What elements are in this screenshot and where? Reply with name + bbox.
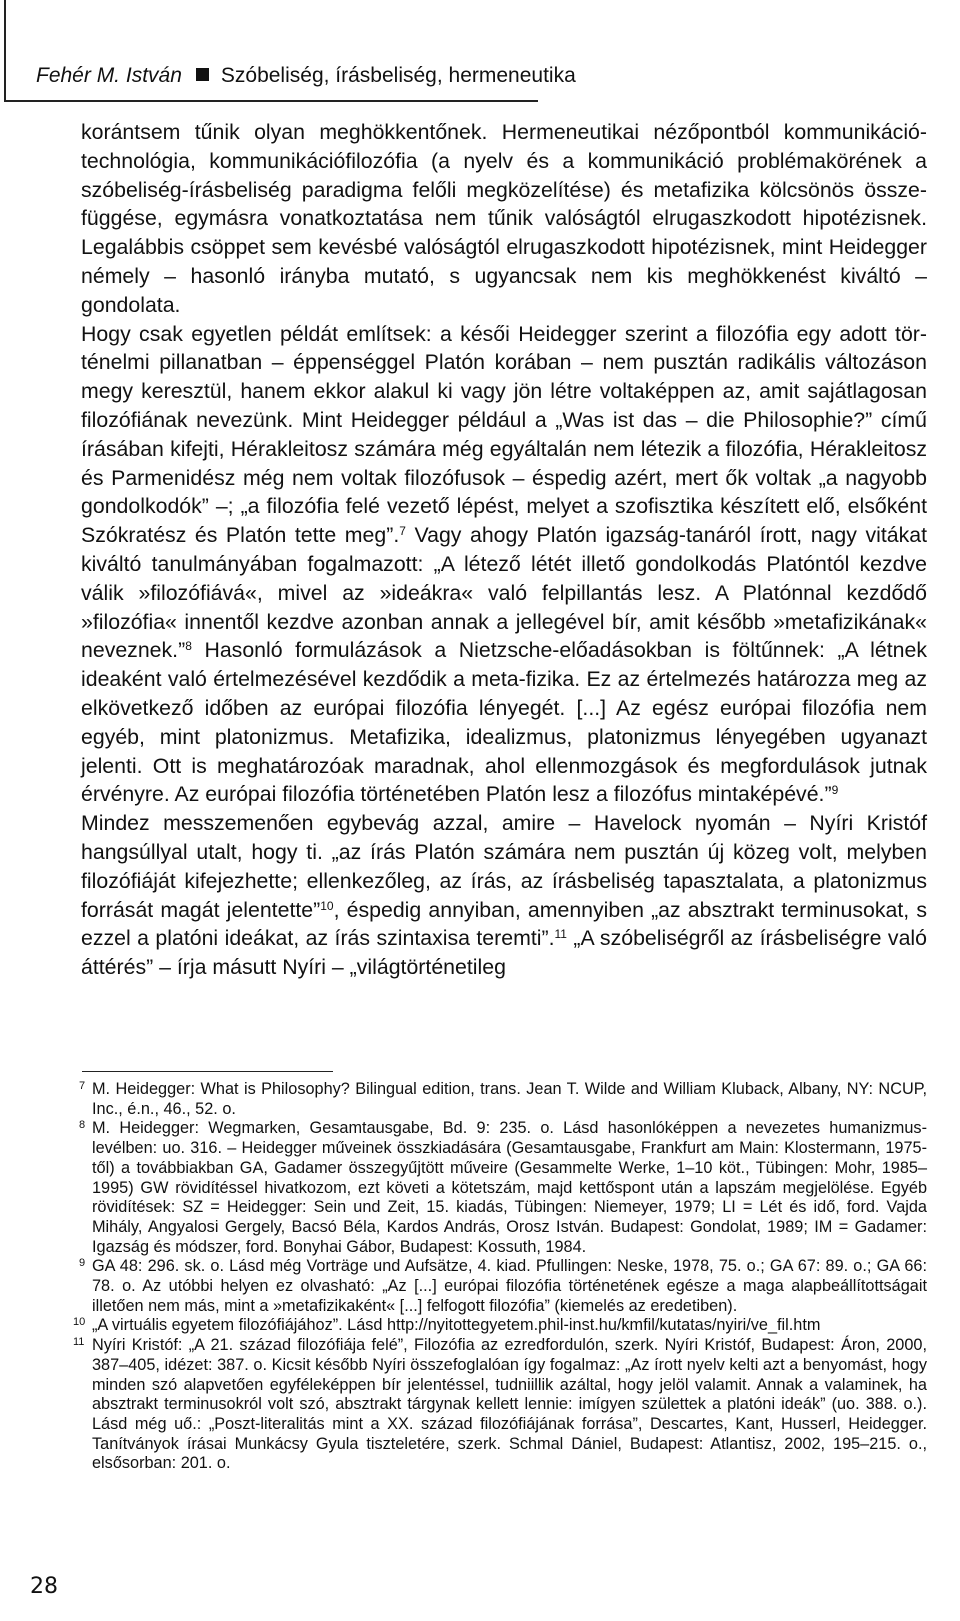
paragraph-2-part-b: Vagy ahogy Platón igazság-tanáról írott, nagy vitákat kiváltó tanulmányában fogalmazott: „A létező létét illető gondolkodás Platóntól kezdve válik »filozófiává«, mivel az »ideákra« való felpillantás lesz. A Platónnal kezdődő »filozófia« innentől kezdve azonban annak a jellegével bír, amit később »metafizikának« neveznek.” [81,523,928,663]
paragraph-1: korántsem tűnik olyan meghökkentőnek. Hermeneutikai nézőpontból kommunikációtechnológia, kommunikációfilozófia (a nyelv és a kommunikáció problémakörének a szóbeliség-írásbeliség paradigma felőli megközelítése) és metafizika kölcsönös összefüggése, egymásra vonatkoztatása nem tűnik valóságtól elrugaszkodott hipotézisnek. Legalábbis csöppet sem kevésbé valóságtól elrugaszkodott hipotézisnek, mint Heidegger némely – hasonló irányba mutató, s ugyancsak nem kis meghökkenést kiváltó – gondolata. [81,120,927,317]
footnote-text: Nyíri Kristóf: „A 21. század filozófiája felé”, Filozófia az ezredfordulón, szerk. Nyíri Kristóf, Budapest: Áron, 2000, 387–405, idézet: 387. o. Kicsit később Nyíri összefoglalóan így fogalmaz: „Az írott nyelv kelti azt a benyomást, hogy minden szó alapvetően egyféleképpen bír jelentéssel, tudniillik azáltal, hogy jelöl valamit. Annak a valaminek, ha absztrakt terminusokról volt szó, absztrakt tárgynak kellett lennie: imígyen születtek a platóni ideák” (uo. 388. o.). Lásd még uő.: „Poszt-literalitás mint a XX. század filozófiájának forrása”, Descartes, Kant, Husserl, Heidegger. Tanítványok írásai Munkácsy Gyula tiszteletére, szerk. Schmal Dániel, Budapest: Atlantisz, 2002, 195–215. o., elsősorban: 201. o. [92,1336,927,1473]
footnote-ref-9[interactable]: 9 [831,783,839,798]
footnote-9 [79,1257,927,1316]
header-rule-horizontal [4,100,538,102]
footnote-number: 10 [73,1316,86,1329]
footnote-11 [73,1336,927,1474]
footnotes [73,1080,927,1474]
footnote-ref-10[interactable]: 10 [320,898,334,913]
footnote-10 [73,1316,927,1336]
header-rule-vertical [4,0,6,101]
footnote-text: M. Heidegger: Wegmarken, Gesamtausgabe, Bd. 9: 235. o. Lásd hasonlóképpen a nevezetes humanizmuslevélben: uo. 316. – Heidegger műveinek összkiadására (Gesamtausgabe, Frankfurt am Main: Klostermann, 1975-től) a továbbiakban GA, Gadamer összegyűjtött műveire (Gesammelte Werke, 1–10 köt., Tübingen: Mohr, 1985–1995) GW rövidítéssel hivatkozom, ezt követi a kötetszám, majd kettőspont után a lapszám megjelölése. Egyéb rövidítések: SZ = Heidegger: Sein und Zeit, 15. kiadás, Tübingen: Niemeyer, 1979; LI = Lét és idő, ford. Vajda Mihály, Angyalosi Gergely, Bacsó Béla, Kardos András, Orosz István. Budapest: Gondolat, 1989; IM = Gadamer: Igazság és módszer, ford. Bonyhai Gábor, Budapest: Kossuth, 1984. [92,1119,927,1256]
paragraph-2-part-a: Hogy csak egyetlen példát említsek: a késői Heidegger szerint a filozófia egy adott történelmi pillanatban – éppenséggel Platón korában – nem pusztán radikális változáson megy keresztül, hanem ekkor alakul ki vagy jön létre voltaképpen az, amit sajátlagosan filozófiának nevezünk. Mint Heidegger például a „Was ist das – die Philosophie?” című írásában kifejti, Hérakleitosz számára még egyáltalán nem létezik a filozófia, Hérakleitosz és Parmenidész még nem voltak filozófusok – éspedig azért, mert ők voltak „a nagyobb gondolkodók” –; „a filozófia felé vezető lépést, melyet a szofisztika készített elő, elsőként Szókratész és Platón tette meg”. [81,321,927,548]
paragraph-2 [81,320,927,810]
paragraph-2-part-c: Hasonló formulázások a Nietzsche-előadásokban is föltűnnek: „A létnek ideaként való értelmezésével kezdődik a meta-fizika. Ez az értelmezés határozza meg az elkövetkező időben az európai filozófia lényegét. [...] Az egész európai filozófia nem egyéb, mint platonizmus. Metafizika, idealizmus, platonizmus lényegében ugyanazt jelenti. Ott is meghatározóak maradnak, ahol ellenmozgások és megfordulások jutnak érvényre. Az európai filozófia történetében Platón lesz a filozófus mintaképévé.” [81,638,927,807]
paragraph-3-part-c: „A szóbeliségről az írásbeliségre való áttérés” – írja másutt Nyíri – „világtörténetileg [81,926,927,980]
footnote-text: GA 48: 296. sk. o. Lásd még Vorträge und Aufsätze, 4. kiad. Pfullingen: Neske, 1978, 75. o.; GA 67: 89. o.; GA 66: 78. o. Az utóbbi helyen ez olvasható: „Az [...] európai filozófia történetének egésze a maga alapbeállítottságait illetően nem más, mint a »metafizikaként« [...] felfogott filozófia” (kiemelés az eredetiben). [92,1257,927,1315]
header-author: Fehér M. István [36,64,182,87]
header-title: Szóbeliség, írásbeliség, hermeneutika [220,64,576,87]
footnote-ref-7[interactable]: 7 [399,524,406,539]
footnote-number: 7 [79,1080,86,1092]
footnote-7 [79,1080,927,1119]
footnote-separator [82,1071,333,1072]
running-header [36,64,576,88]
footnote-ref-11[interactable]: 11 [554,927,567,942]
footnote-number: 9 [79,1257,86,1270]
footnote-number: 11 [73,1336,85,1349]
main-text [81,118,927,982]
square-bullet-icon [196,68,209,81]
footnote-8 [79,1119,927,1257]
footnote-text: M. Heidegger: What is Philosophy? Bilingual edition, trans. Jean T. Wilde and William Kluback, Albany, NY: NCUP, Inc., é.n., 46., 52. o. [92,1080,927,1118]
footnote-number: 8 [79,1119,86,1132]
footnote-link-text[interactable]: „A virtuális egyetem filozófiájához”. Lásd http://nyitottegyetem.phil-inst.hu/kmfil/kutatas/nyiri/ve_fil.htm [92,1316,821,1335]
paragraph-3-part-a: Mindez messzemenően egybevág azzal, amire – Havelock nyomán – Nyíri Kristóf hangsúllyal utalt, hogy ti. „az írás Platón számára nem pusztán új közeg volt, melyben filozófiáját kifejezhette; ellenkezőleg, az írás, az írásbeliség tapasztalata, a platonizmus forrását magát jelentette” [81,811,927,922]
paragraph-3 [81,809,927,982]
paragraph-3-part-b: , éspedig annyiban, amennyiben „az absztrakt terminusokat, s ezzel a platóni ideákat, az írás szintaxisa teremti”. [81,897,927,951]
page-number: 28 [30,1574,58,1599]
footnote-ref-8[interactable]: 8 [185,639,192,654]
